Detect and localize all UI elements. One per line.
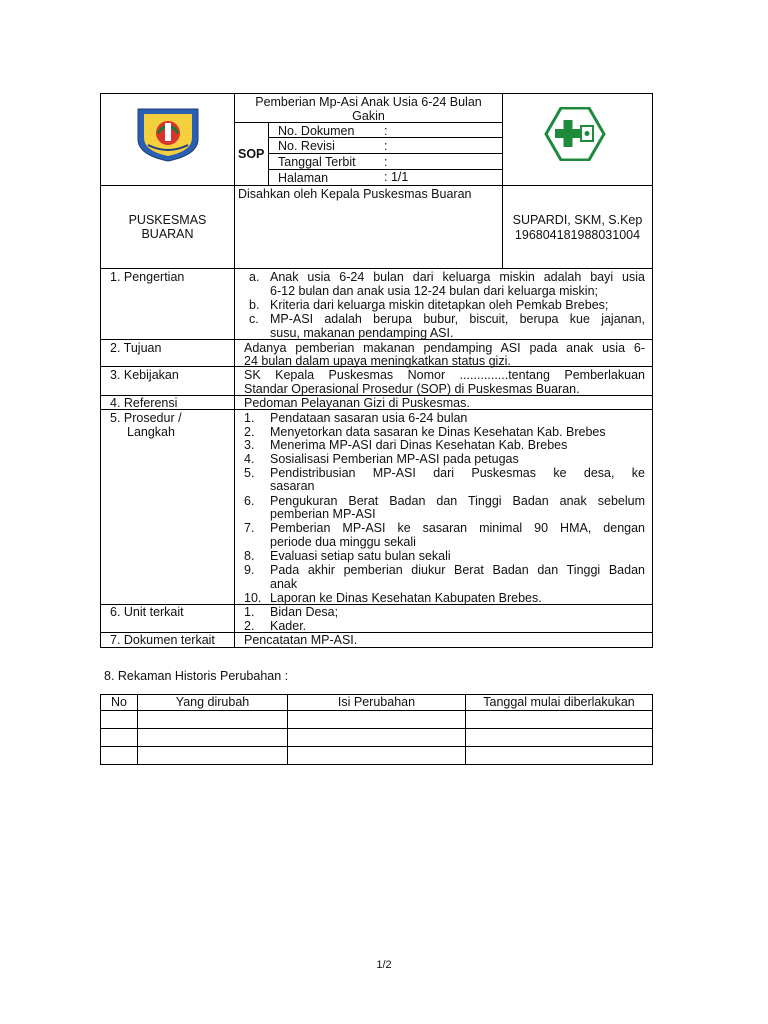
history-col-yang-dirubah: Yang dirubah <box>175 695 250 709</box>
step-9-line2: anak <box>270 577 298 591</box>
tujuan-line1: Adanya pemberian makanan pendamping ASI pada anak usia 6- <box>244 341 645 355</box>
pengertian-marker-b: b. <box>249 298 260 312</box>
org-name-line1: PUSKESMAS <box>128 213 207 227</box>
history-col-tanggal: Tanggal mulai diberlakukan <box>483 695 635 709</box>
kebijakan-label: 3. Kebijakan <box>110 368 179 382</box>
step-6-line2: pemberian MP-ASI <box>270 507 376 521</box>
step-num-2: 2. <box>244 425 255 439</box>
step-9-line1: Pada akhir pemberian diukur Berat Badan dan Tinggi Badan <box>270 563 645 577</box>
prosedur-label-line2: Langkah <box>127 425 175 439</box>
field-no-dokumen-label: No. Dokumen <box>278 124 355 138</box>
signer-name: SUPARDI, SKM, S.Kep <box>512 213 643 227</box>
step-num-1: 1. <box>244 411 255 425</box>
step-num-5: 5. <box>244 466 255 480</box>
sop-title-line1: Pemberian Mp-Asi Anak Usia 6-24 Bulan <box>255 95 482 109</box>
field-halaman-value: : 1/1 <box>384 170 409 184</box>
field-no-revisi-label: No. Revisi <box>278 139 335 153</box>
pengertian-item-a-line2: 6-12 bulan dan anak usia 12-24 bulan dari keluarga miskin; <box>270 284 598 298</box>
page-number: 1/2 <box>376 959 392 971</box>
field-no-dokumen-value: : <box>384 124 388 138</box>
field-tanggal-terbit-value: : <box>384 155 388 169</box>
step-5-line2: sasaran <box>270 479 315 493</box>
step-5-line1: Pendistribusian MP-ASI dari Puskesmas ke desa, ke <box>270 466 645 480</box>
step-num-6: 6. <box>244 494 255 508</box>
pengertian-item-a-line1: Anak usia 6-24 bulan dari keluarga miskin adalah bayi usia <box>270 270 645 284</box>
unit-num-1: 1. <box>244 605 255 619</box>
puskesmas-logo <box>544 107 606 161</box>
sop-label: SOP <box>238 147 265 161</box>
step-num-3: 3. <box>244 438 255 452</box>
step-7-line1: Pemberian MP-ASI ke sasaran minimal 90 HMA, dengan <box>270 521 645 535</box>
step-num-4: 4. <box>244 452 255 466</box>
sop-title <box>235 95 502 123</box>
step-4-line1: Sosialisasi Pemberian MP-ASI pada petugas <box>270 452 519 466</box>
step-num-10: 10. <box>244 591 262 605</box>
pengertian-label: 1. Pengertian <box>110 270 185 284</box>
approved-by: Disahkan oleh Kepala Puskesmas Buaran <box>238 187 472 201</box>
sop-title-line2: Gakin <box>352 109 385 123</box>
referensi-label: 4. Referensi <box>110 396 178 410</box>
pengertian-marker-c: c. <box>249 312 259 326</box>
pengertian-marker-a: a. <box>249 270 260 284</box>
pengertian-item-c-line1: MP-ASI adalah berupa bubur, biscuit, berupa kue jajanan, <box>270 312 645 326</box>
kebijakan-line1: SK Kepala Puskesmas Nomor ..............tentang Pemberlakuan <box>244 368 645 382</box>
org-name <box>101 213 234 241</box>
prosedur-label-line1: 5. Prosedur / <box>110 411 182 425</box>
step-3-line1: Menerima MP-ASI dari Dinas Kesehatan Kab. Brebes <box>270 438 568 452</box>
step-2-line1: Menyetorkan data sasaran ke Dinas Kesehatan Kab. Brebes <box>270 425 606 439</box>
regency-emblem-logo <box>132 105 204 163</box>
pengertian-item-c-line2: susu, makanan pendamping ASI. <box>270 326 454 340</box>
history-col-isi-perubahan: Isi Perubahan <box>337 695 416 709</box>
signer-nip: 196804181988031004 <box>514 228 641 242</box>
step-10-line1: Laporan ke Dinas Kesehatan Kabupaten Brebes. <box>270 591 542 605</box>
org-name-line2: BUARAN <box>141 227 194 241</box>
unit-terkait-label: 6. Unit terkait <box>110 605 184 619</box>
step-num-8: 8. <box>244 549 255 563</box>
field-no-revisi-value: : <box>384 139 388 153</box>
kebijakan-line2: Standar Operasional Prosedur (SOP) di Puskesmas Buaran. <box>244 382 580 396</box>
unit-item-2: Kader. <box>270 619 307 633</box>
history-col-no: No <box>111 695 127 709</box>
step-8-line1: Evaluasi setiap satu bulan sekali <box>270 549 451 563</box>
tujuan-label: 2. Tujuan <box>110 341 162 355</box>
tujuan-line2: 24 bulan dalam upaya meningkatkan status gizi. <box>244 354 511 368</box>
pengertian-item-b-line1: Kriteria dari keluarga miskin ditetapkan oleh Pemkab Brebes; <box>270 298 609 312</box>
step-7-line2: periode dua minggu sekali <box>270 535 416 549</box>
referensi-text: Pedoman Pelayanan Gizi di Puskesmas. <box>244 396 470 410</box>
step-num-7: 7. <box>244 521 255 535</box>
unit-num-2: 2. <box>244 619 255 633</box>
step-num-9: 9. <box>244 563 255 577</box>
step-1-line1: Pendataan sasaran usia 6-24 bulan <box>270 411 468 425</box>
dokumen-terkait-text: Pencatatan MP-ASI. <box>244 633 358 647</box>
dokumen-terkait-label: 7. Dokumen terkait <box>110 633 215 647</box>
unit-item-1: Bidan Desa; <box>270 605 339 619</box>
field-tanggal-terbit-label: Tanggal Terbit <box>278 155 356 169</box>
history-heading: 8. Rekaman Historis Perubahan : <box>104 669 289 683</box>
field-halaman-label: Halaman <box>278 171 329 185</box>
step-6-line1: Pengukuran Berat Badan dan Tinggi Badan anak sebelum <box>270 494 645 508</box>
